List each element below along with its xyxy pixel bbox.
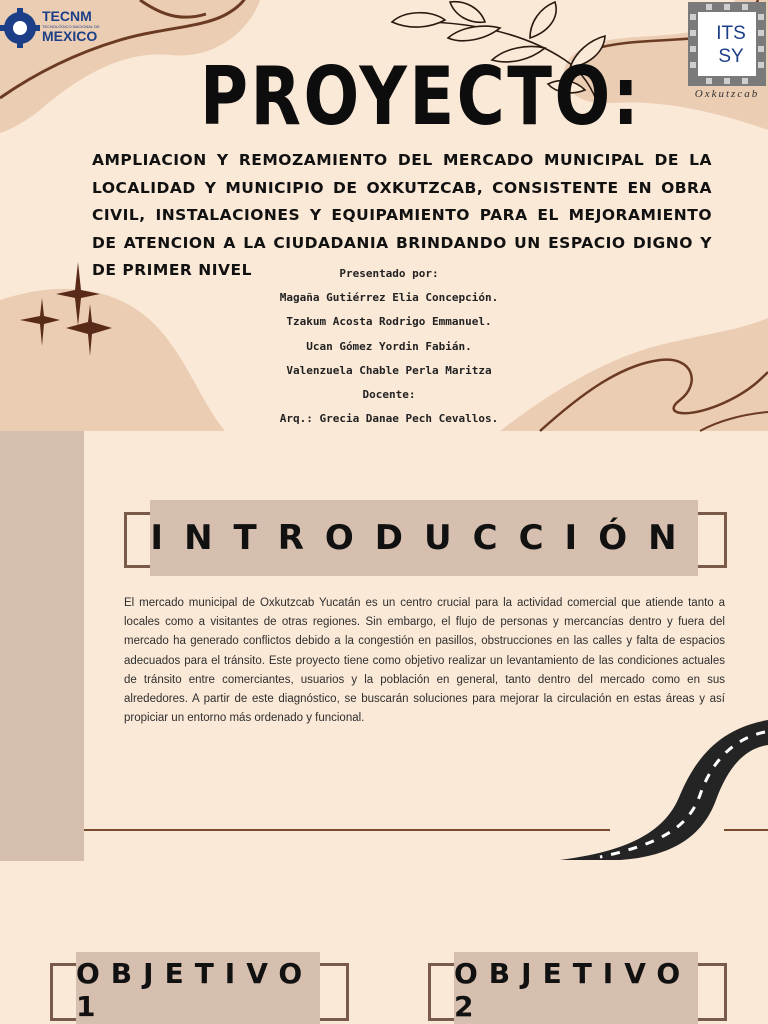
itsy-logo-city: Oxkutzcab <box>694 88 760 100</box>
bracket-right <box>694 512 727 568</box>
tecnm-logo-subtitle: TECNOLÓGICO NACIONAL DE <box>42 24 100 29</box>
objective-1-bracket-right <box>318 963 349 1021</box>
divider-line-right <box>724 829 768 831</box>
divider-line <box>84 829 610 831</box>
itsy-logo-text <box>713 22 749 68</box>
author-name: Magaña Gutiérrez Elia Concepción. <box>279 291 499 305</box>
objective-2-bracket-right <box>696 963 727 1021</box>
left-accent-band <box>0 431 84 861</box>
tecnm-logo-name: TECNM <box>42 8 92 24</box>
objective-1-label: OBJETIVO 1 <box>76 957 314 1023</box>
credits-block <box>230 262 548 431</box>
introduction-heading-box <box>150 500 698 576</box>
presented-by-label: Presentado por: <box>339 267 439 280</box>
objective-2-box <box>454 952 698 1024</box>
author-name: Tzakum Acosta Rodrigo Emmanuel. <box>286 315 492 329</box>
tecnm-logo-text <box>42 9 100 44</box>
itsy-logo-line1: ITS <box>716 23 746 44</box>
author-name: Ucan Gómez Yordin Fabián. <box>306 339 472 353</box>
objective-2-label: OBJETIVO 2 <box>454 957 692 1023</box>
objective-1-box <box>76 952 320 1024</box>
swirl-left-middle <box>0 289 225 431</box>
itsy-logo-line2: SY <box>718 46 744 67</box>
introduction-heading: INTRODUCCIÓN <box>150 518 698 558</box>
teacher-name: Arq.: Grecia Danae Pech Cevallos. <box>279 412 499 426</box>
page-title: PROYECTO: <box>200 50 642 143</box>
teacher-label: Docente: <box>362 388 416 402</box>
introduction-body: El mercado municipal de Oxkutzcab Yucatán es un centro crucial para la actividad comercial que atiende tanto a locales como a visitantes de otras regiones. Sin embargo, el flujo de personas y mercancías dentro y fuera del mercado ha generado conflictos debido a la congestión en pasillos, obstrucciones en las calles y falta de espacios adecuados para el tránsito. Este proyecto tiene como objetivo realizar un levantamiento de las condiciones actuales de tránsito entre comerciantes, usuarios y la población en general, tanto dentro del mercado como en sus alrededores. A partir de este diagnóstico, se buscarán soluciones para mejorar la circulación en estas áreas y así propiciar un entorno más ordenado y funcional. <box>124 597 725 725</box>
author-name: Valenzuela Chable Perla Maritza <box>286 363 492 377</box>
project-subtitle: AMPLIACION Y REMOZAMIENTO DEL MERCADO MUNICIPAL DE LA LOCALIDAD Y MUNICIPIO DE OXKUTZCAB, CONSISTENTE EN OBRA CIVIL, INSTALACIONES Y EQUIPAMIENTO PARA EL MEJORAMIENTO DE ATENCION A LA CIUDADANIA BRINDANDO UN ESPACIO DIGNO Y DE PRIMER NIVEL <box>92 151 712 279</box>
tecnm-logo-country: MEXICO <box>42 28 98 44</box>
road-icon <box>560 720 768 860</box>
